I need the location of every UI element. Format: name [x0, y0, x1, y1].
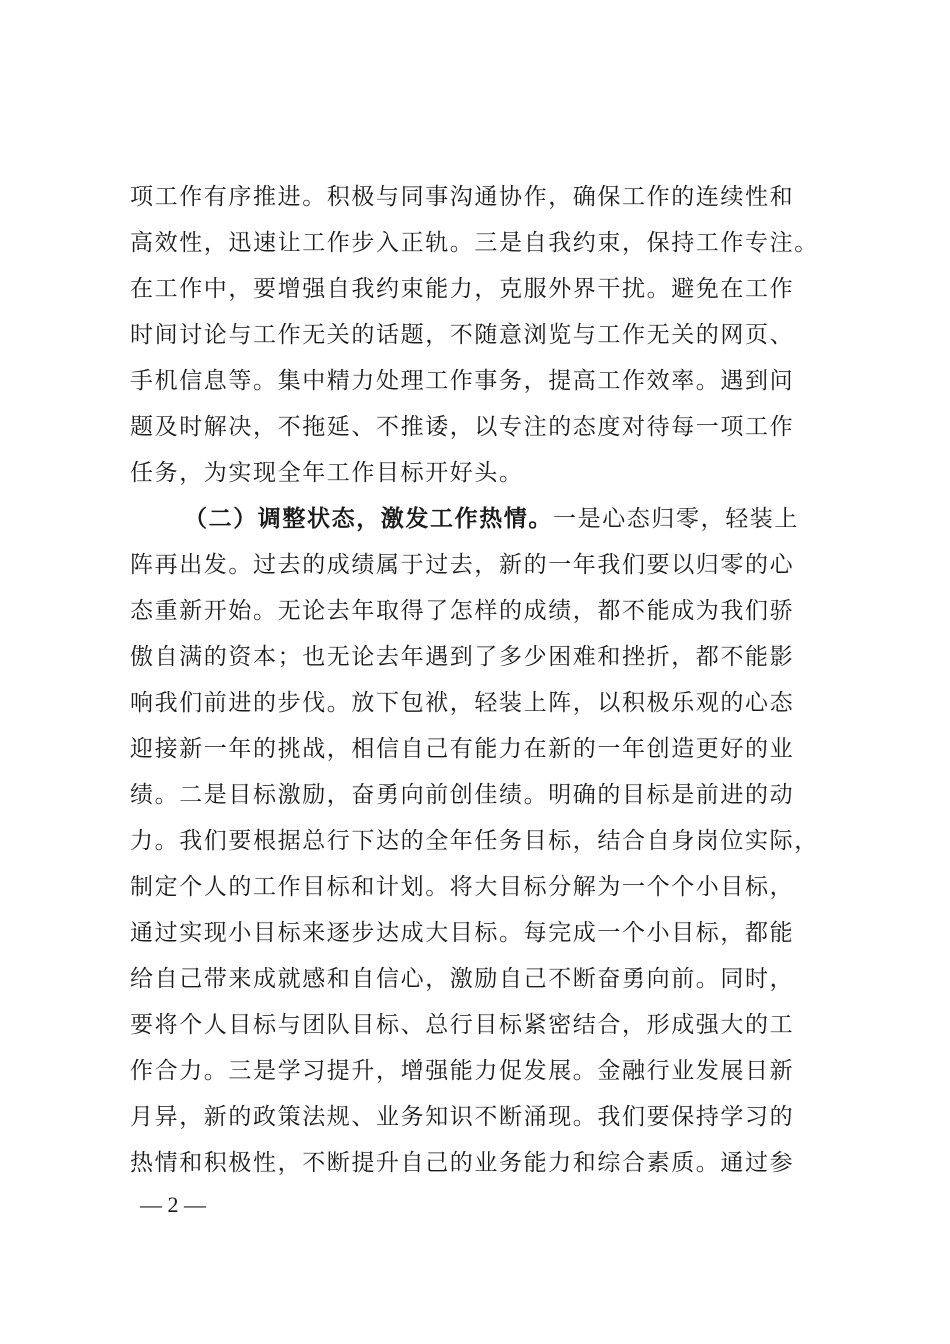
text-line: 在工作中，要增强自我约束能力，克服外界干扰。避免在工作 [130, 276, 795, 302]
text-line: 迎接新一年的挑战，相信自己有能力在新的一年创造更好的业 [130, 736, 795, 762]
text-line: 任务，为实现全年工作目标开好头。 [130, 460, 524, 486]
text-line: 傲自满的资本；也无论去年遇到了多少困难和挫折，都不能影 [130, 644, 795, 670]
text-line: 响我们前进的步伐。放下包袱，轻装上阵，以积极乐观的心态 [130, 690, 795, 716]
text-line: 制定个人的工作目标和计划。将大目标分解为一个个小目标， [130, 874, 795, 900]
section-2-heading: （二）调整状态，激发工作热情。 [184, 505, 553, 532]
text-line: 时间讨论与工作无关的话题，不随意浏览与工作无关的网页、 [130, 322, 795, 348]
text-line: 作合力。三是学习提升，增强能力促发展。金融行业发展日新 [130, 1058, 795, 1084]
text-line: 热情和积极性，不断提升自己的业务能力和综合素质。通过参 [130, 1150, 795, 1176]
text-line: 态重新开始。无论去年取得了怎样的成绩，都不能成为我们骄 [130, 598, 795, 624]
text-line: 题及时解决，不拖延、不推诿，以专注的态度对待每一项工作 [130, 414, 795, 440]
text-line: 手机信息等。集中精力处理工作事务，提高工作效率。遇到问 [130, 368, 795, 394]
text-line: 要将个人目标与团队目标、总行目标紧密结合，形成强大的工 [130, 1012, 795, 1038]
text-line: 阵再出发。过去的成绩属于过去，新的一年我们要以归零的心 [130, 552, 795, 578]
text-line: 力。我们要根据总行下达的全年任务目标，结合自身岗位实际， [130, 828, 819, 854]
section-2-first-line-text: 一是心态归零，轻装上 [553, 506, 799, 532]
text-line: 月异，新的政策法规、业务知识不断涌现。我们要保持学习的 [130, 1104, 795, 1130]
section-2-first-line [130, 496, 820, 542]
text-line: 通过实现小目标来逐步达成大目标。每完成一个小目标，都能 [130, 920, 795, 946]
text-line: 项工作有序推进。积极与同事沟通协作，确保工作的连续性和 [130, 184, 795, 210]
text-line: 高效性，迅速让工作步入正轨。三是自我约束，保持工作专注。 [130, 230, 819, 256]
text-line: 给自己带来成就感和自信心，激励自己不断奋勇向前。同时， [130, 966, 795, 992]
document-body [130, 174, 820, 1186]
page-number: — 2 — [140, 1192, 206, 1217]
text-line: 绩。二是目标激励，奋勇向前创佳绩。明确的目标是前进的动 [130, 782, 795, 808]
